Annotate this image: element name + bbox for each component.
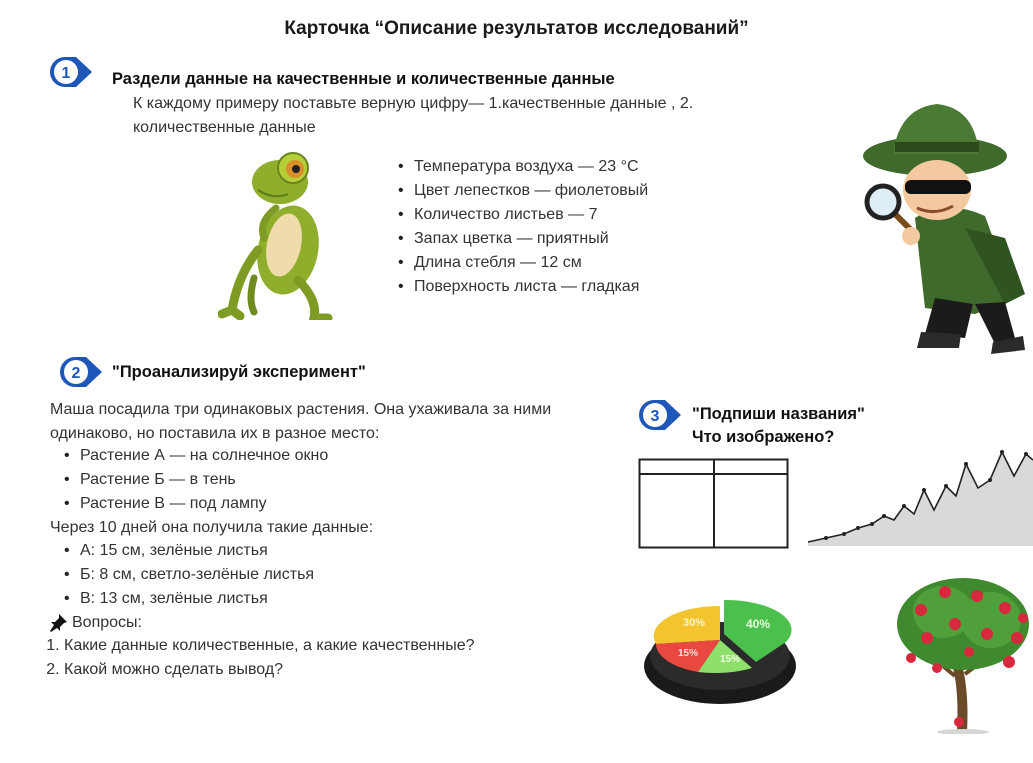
list-item: • Количество листьев — 7 [414,203,648,227]
questions-label: Вопросы: [72,614,142,631]
pushpin-icon [48,613,68,633]
list-item: • Цвет лепестков — фиолетовый [414,179,648,203]
list-item: • Температура воздуха — 23 °C [414,155,648,179]
list-item: • Запах цветка — приятный [414,227,648,251]
pie-label-40: 40% [745,617,771,631]
list-item: • А: 15 см, зелёные листья [80,539,314,563]
list-item: • Б: 8 см, светло-зелёные листья [80,563,314,587]
list-item: • Растение А — на солнечное окно [80,444,328,468]
questions-list [38,634,475,682]
section-2-intro-line1: Маша посадила три одинаковых растения. Она ухаживала за ними [50,401,552,418]
questions-header [48,611,142,635]
list-item: 1. Какие данные количественные, а какие качественные? [64,634,475,658]
results-intro: Через 10 дней она получила такие данные: [50,519,374,536]
page-title: Карточка “Описание результатов исследований” [284,18,749,39]
section-2-heading: "Проанализируй эксперимент" [112,363,366,381]
section-2-intro-line2: одинаково, но поставила их в разное место: [50,425,380,442]
table-sketch [638,458,790,550]
section-1-instruction-line1: К каждому примеру поставьте верную цифру— 1.качественные данные , 2. [133,95,694,112]
section-3-badge [637,398,683,432]
area-chart-sketch [806,446,1033,546]
detective-illustration [855,98,1031,356]
pie-label-15-green: 15% [719,654,741,665]
fruit-tree-illustration [893,572,1033,734]
section-1-number: 1 [61,65,71,82]
results-list [58,539,314,611]
section-3-heading: "Подпиши названия" [692,405,865,423]
section-3-subheading: Что изображено? [692,428,835,446]
pie-label-15-red: 15% [677,648,699,659]
pie-chart-3d [640,590,800,710]
list-item: • Растение Б — в тень [80,468,328,492]
list-item: • Поверхность листа — гладкая [414,275,648,299]
section-1-heading: Раздели данные на качественные и количественные данные [112,70,615,88]
section-1-instruction-line2: количественные данные [133,119,316,136]
placements-list [58,444,328,516]
list-item: 2. Какой можно сделать вывод? [64,658,475,682]
pie-label-30: 30% [682,617,706,629]
section-2-number: 2 [71,365,81,382]
list-item: • Растение В — под лампу [80,492,328,516]
section-1-badge [48,55,94,89]
frog-illustration [218,150,344,320]
section-3-number: 3 [650,408,660,425]
list-item: • В: 13 см, зелёные листья [80,587,314,611]
section-2-badge [58,355,104,389]
list-item: • Длина стебля — 12 см [414,251,648,275]
section-1-items-list [392,155,648,299]
